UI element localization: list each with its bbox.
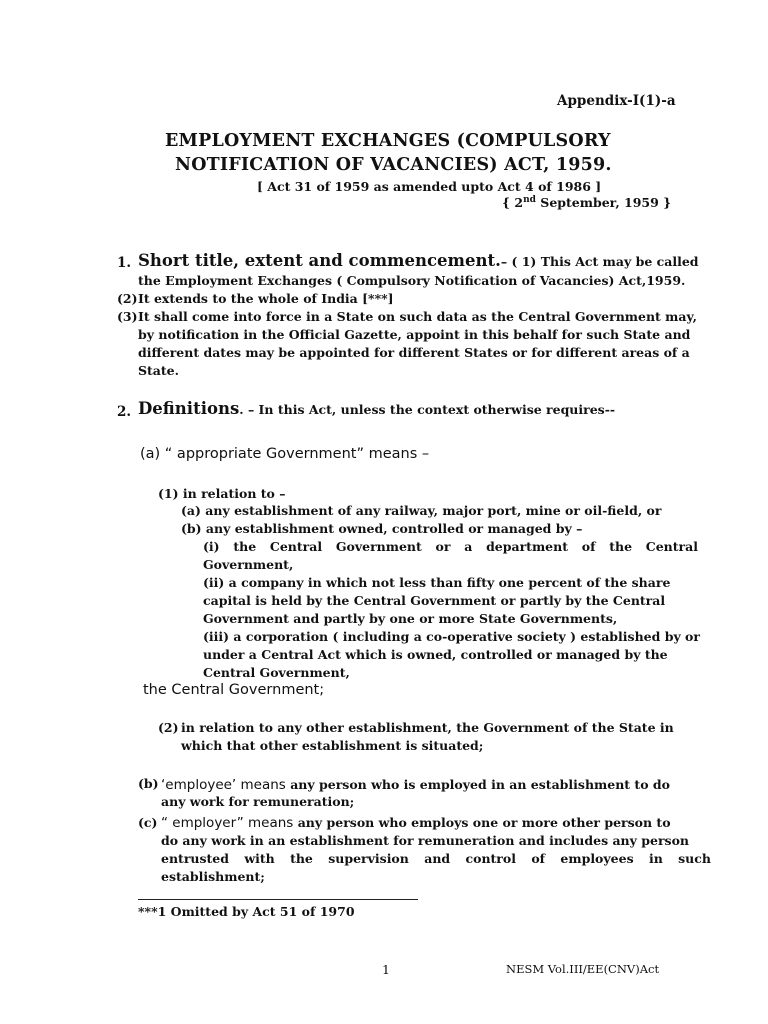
a1-item-b: (b) any establishment owned, controlled or managed by – <box>181 521 583 536</box>
item-3-line: State. <box>138 363 179 378</box>
title-line-2: NOTIFICATION OF VACANCIES) ACT, 1959. <box>175 155 612 175</box>
sub-ii-line: (ii) a company in which not less than fifty one percent of the share <box>203 575 671 590</box>
section-2-first-line <box>138 399 615 418</box>
definition-b-number: (b) <box>138 776 159 791</box>
sub-ii-line: Government and partly by one or more State Governments, <box>203 611 618 626</box>
document-reference: NESM Vol.III/EE(CNV)Act <box>506 962 660 976</box>
sub-iii-line: Central Government, <box>203 665 350 680</box>
footnote-text: 1 Omitted by Act 51 of 1970 <box>157 904 355 919</box>
sub-iii-line: under a Central Act which is owned, controlled or managed by the <box>203 647 668 662</box>
item-3-line: different dates may be appointed for different States or for different areas of a <box>138 345 690 360</box>
a1-label: (1) in relation to – <box>158 486 286 501</box>
section-1-line-2: the Employment Exchanges ( Compulsory Notification of Vacancies) Act,1959. <box>138 273 686 288</box>
section-2-heading: Definitions <box>138 399 240 418</box>
a2-line: in relation to any other establishment, the Government of the State in <box>181 720 674 735</box>
sub-ii-line: capital is held by the Central Government or partly by the Central <box>203 593 666 608</box>
central-government-line: the Central Government; <box>143 682 325 698</box>
a2-line: which that other establishment is situated; <box>181 738 484 753</box>
footnote-divider <box>138 899 418 900</box>
definition-b-line-2: any work for remuneration; <box>161 794 355 809</box>
definition-c-number: (c) <box>138 815 158 830</box>
section-1-lead: – ( 1) This Act may be called <box>500 254 699 269</box>
item-3-line: It shall come into force in a State on such data as the Central Government may, <box>138 309 697 324</box>
title-line-1: EMPLOYMENT EXCHANGES (COMPULSORY <box>165 131 611 151</box>
footnote-mark: *** <box>138 904 158 919</box>
definition-b-line: ‘employee’ means any person who is employed in an establishment to do <box>161 777 670 793</box>
section-1-number: 1. <box>117 255 132 271</box>
employer-term: “ employer” means <box>161 815 294 831</box>
act-date: { 2nd September, 1959 } <box>502 194 672 210</box>
section-1-heading: Short title, extent and commencement. <box>138 251 501 270</box>
item-3-line: by notification in the Official Gazette, appoint in this behalf for such State and <box>138 327 691 342</box>
definition-c-line-3: entrusted with the supervision and control of employees in such <box>161 851 711 866</box>
a1-item-a: (a) any establishment of any railway, major port, mine or oil-field, or <box>181 503 662 518</box>
page-number: 1 <box>382 962 390 977</box>
sub-i-line: Government, <box>203 557 294 572</box>
section-2-number: 2. <box>117 404 132 420</box>
footnote <box>138 904 355 919</box>
section-1-first-line <box>138 251 699 270</box>
amendment-note: [ Act 31 of 1959 as amended upto Act 4 of 1986 ] <box>257 179 602 194</box>
item-2-text: It extends to the whole of India [***] <box>138 291 394 306</box>
sub-iii-line: (iii) a corporation ( including a co-operative society ) established by or <box>203 629 700 644</box>
item-2-number: (2) <box>117 291 138 306</box>
item-3-number: (3) <box>117 309 138 324</box>
sub-i-line: (i) the Central Government or a department of the Central <box>203 539 698 554</box>
definition-c-line-4: establishment; <box>161 869 265 884</box>
section-2-lead: . – In this Act, unless the context otherwise requires-- <box>239 402 616 417</box>
appendix-label: Appendix-I(1)-a <box>557 93 676 109</box>
a2-number: (2) <box>158 720 179 735</box>
definition-c-line: “ employer” means any person who employs one or more other person to <box>161 815 671 831</box>
employee-term: ‘employee’ means <box>161 777 286 793</box>
definition-c-line-2: do any work in an establishment for remuneration and includes any person <box>161 833 689 848</box>
definition-a-heading: (a) “ appropriate Government” means – <box>140 446 430 462</box>
